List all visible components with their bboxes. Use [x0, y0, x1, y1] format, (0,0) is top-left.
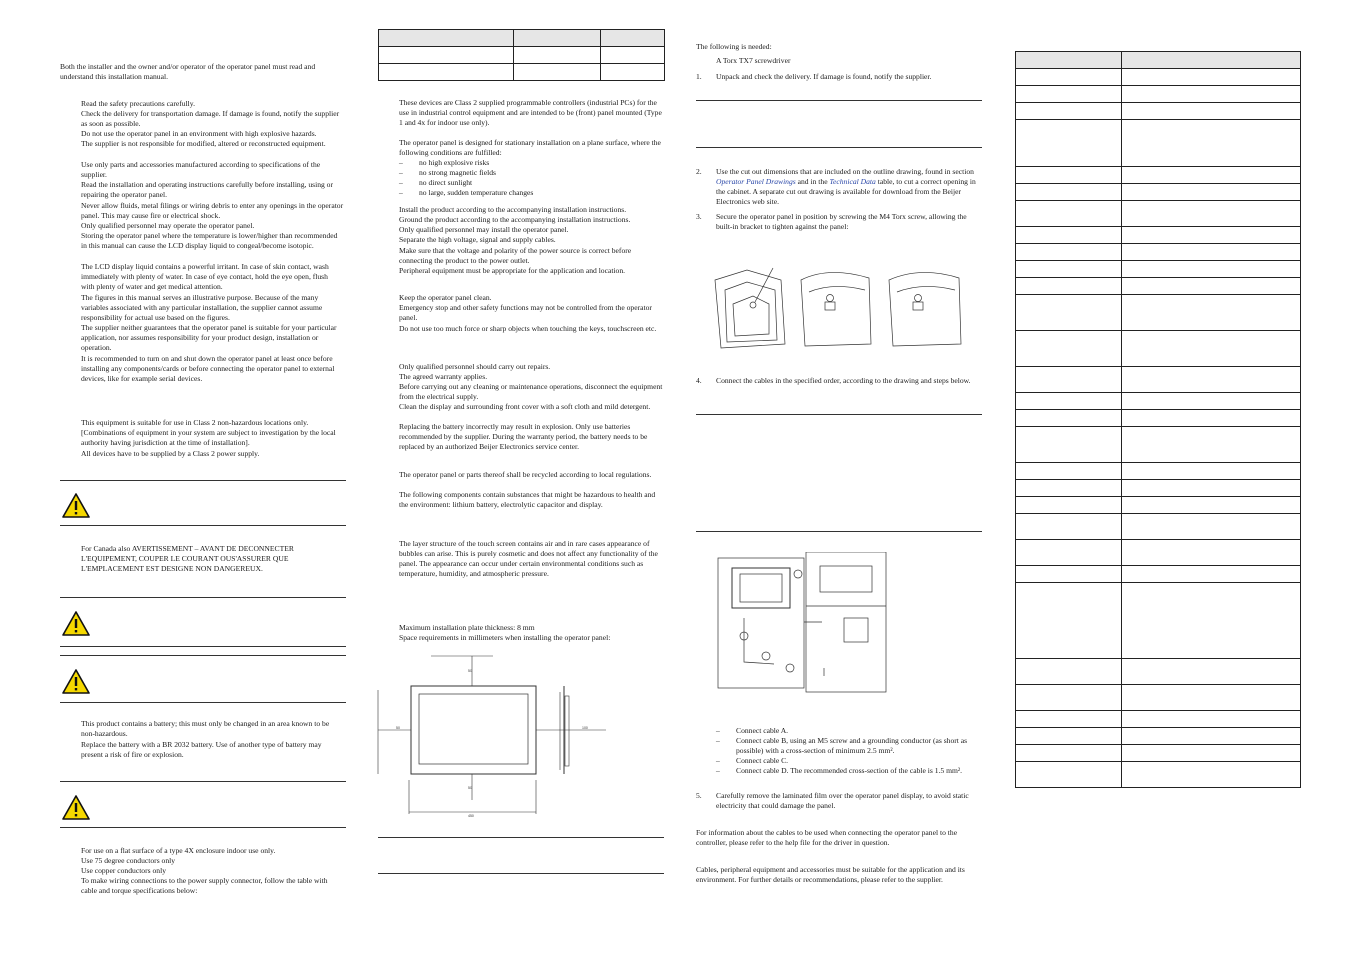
precaution-item: The supplier is not responsible for modified, altered or reconstructed equipment. — [81, 139, 326, 148]
cable-connection-drawing — [714, 552, 890, 694]
battery-text: This product contains a battery; this must only be changed in an area known to be non-hazardous. — [81, 719, 330, 739]
divider — [60, 702, 346, 703]
space-text: Maximum installation plate thickness: 8 mm — [399, 623, 535, 632]
dismantling-text: The following components contain substances that might be hazardous to health and the environment: lithium battery, electrolytic capacitor and display. — [399, 490, 656, 510]
precaution-item: Only qualified personnel may operate the operator panel. — [81, 221, 255, 230]
dim-right-label: 100 — [582, 726, 588, 730]
environment-intro: The operator panel is designed for stationary installation on a plane surface, where the following conditions are fulfilled: — [399, 138, 661, 158]
precaution-item: It is recommended to turn on and shut down the operator panel at least once before installing any components/cards or before connecting the operator panel to external devices, like for example serial devices. — [81, 354, 335, 384]
step-text: Unpack and check the delivery. If damage is found, notify the supplier. — [716, 72, 932, 81]
dim-top-label: 50 — [468, 669, 472, 673]
condition-item: – no large, sudden temperature changes — [399, 188, 533, 198]
precaution-item: Do not use the operator panel in an environment with high explosive hazards. — [81, 129, 317, 138]
battery-text: Replace the battery with a BR 2032 battery. Use of another type of battery may present a risk of fire or explosion. — [81, 740, 322, 760]
divider — [696, 414, 982, 415]
class2-text: This equipment is suitable for use in Class 2 non-hazardous locations only. — [81, 418, 309, 427]
cable-step: – Connect cable A. — [716, 726, 986, 736]
divider — [696, 147, 982, 148]
dim-left-label: 50 — [396, 726, 400, 730]
step-text: Use the cut out dimensions that are included on the outline drawing, found in section Operator Panel Drawings and in the Technical Data table, to cut a correct opening in the cabinet. A separate cut out drawing is available for download from the Beijer Electronics web site. — [716, 167, 976, 207]
divider — [60, 646, 346, 647]
class2-text: [Combinations of equipment in your system are subject to investigation by the local authority having jurisdiction at the time of installation]. — [81, 428, 336, 448]
service-text: Before carrying out any cleaning or maintenance operations, disconnect the equipment from the electrical supply. — [399, 382, 663, 402]
ul-text: Use copper conductors only — [81, 866, 166, 875]
precaution-item: Read the installation and operating instructions carefully before installing, using or repairing the operator panel. — [81, 180, 334, 200]
precaution-item: The supplier neither guarantees that the operator panel is suitable for your particular application, nor assumes responsibility for your product design, installation or operation. — [81, 323, 337, 353]
precaution-item: The LCD display liquid contains a powerful irritant. In case of skin contact, wash immediately with plenty of water. In case of eye contact, hold the eye open, flush with plenty of water and get medical attention. — [81, 262, 329, 292]
divider — [60, 827, 346, 828]
divider — [696, 531, 982, 532]
install-text: Separate the high voltage, signal and supply cables. — [399, 235, 556, 244]
install-text: Peripheral equipment must be appropriate for the application and location. — [399, 266, 626, 275]
precaution-item: Never allow fluids, metal filings or wiring debris to enter any openings in the operator panel. This may cause fire or electrical shock. — [81, 201, 344, 221]
step-number: 1. — [696, 72, 702, 81]
needed-text: The following is needed: — [696, 42, 772, 51]
divider — [696, 100, 982, 101]
operation-text: Emergency stop and other safety functions may not be controlled from the operator panel. — [399, 303, 652, 323]
ul-text: Use 75 degree conductors only — [81, 856, 176, 865]
operation-text: Do not use too much force or sharp objects when touching the keys, touchscreen etc. — [399, 324, 657, 333]
step-number: 5. — [696, 791, 702, 800]
step-number: 4. — [696, 376, 702, 385]
divider — [60, 655, 346, 656]
divider — [60, 597, 346, 598]
cable-steps — [716, 726, 986, 776]
divider — [60, 525, 346, 526]
step-text: Connect the cables in the specified order, according to the drawing and steps below. — [716, 376, 971, 385]
precaution-item: Storing the operator panel where the temperature is lower/higher than recommended in this manual can cause the LCD display liquid to congeal/become isotopic. — [81, 231, 338, 251]
warning-icon — [62, 492, 90, 518]
step-number: 3. — [696, 212, 702, 221]
install-text: Ground the product according to the accompanying installation instructions. — [399, 215, 631, 224]
warning-icon — [62, 794, 90, 820]
environment-conditions — [399, 158, 533, 198]
operator-panel-drawings-link[interactable]: Operator Panel Drawings — [716, 177, 796, 187]
cable-step: – Connect cable C. — [716, 756, 986, 766]
install-text: Only qualified personnel may install the operator panel. — [399, 225, 569, 234]
cable-info-text: For information about the cables to be used when connecting the operator panel to the controller, please refer to the help file for the driver in question. — [696, 828, 958, 848]
technical-data-link[interactable]: Technical Data — [829, 177, 876, 187]
divider — [60, 781, 346, 782]
ul-text: To make wiring connections to the power supply connector, follow the table with cable and torque specifications below: — [81, 876, 328, 896]
service-text: Replacing the battery incorrectly may result in explosion. Only use batteries recommended by the supplier. During the warranty period, the battery needs to be replaced by an authorized Beijer Electronics service center. — [399, 422, 648, 452]
service-text: Only qualified personnel should carry out repairs. — [399, 362, 551, 371]
suitability-text: Cables, peripheral equipment and accessories must be suitable for the application and its environment. For further details or recommendations, please refer to the supplier. — [696, 865, 965, 885]
condition-item: – no direct sunlight — [399, 178, 533, 188]
precaution-item: Read the safety precautions carefully. — [81, 99, 195, 108]
ul-text: For use on a flat surface of a type 4X enclosure indoor use only. — [81, 846, 276, 855]
divider — [378, 873, 664, 874]
dim-bottom-label: 50 — [468, 786, 472, 790]
condition-item: – no high explosive risks — [399, 158, 533, 168]
warning-icon — [62, 610, 90, 636]
class2-devices-text: These devices are Class 2 supplied programmable controllers (industrial PCs) for the use in industrial control equipment and are intended to be (front) panel mounted (Type 1 and 4x for indoor use only). — [399, 98, 662, 128]
condition-item: – no strong magnetic fields — [399, 168, 533, 178]
step-text: Secure the operator panel in position by screwing the M4 Torx screw, allowing the built-in bracket to tighten against the panel: — [716, 212, 967, 232]
precaution-item: Use only parts and accessories manufactured according to specifications of the supplier. — [81, 160, 321, 180]
mounting-bracket-drawing — [713, 264, 975, 356]
cable-step: – Connect cable D. The recommended cross-section of the cable is 1.5 mm². — [716, 766, 986, 776]
divider — [60, 480, 346, 481]
dim-width-label: 450 — [468, 814, 474, 818]
dismantling-text: The operator panel or parts thereof shall be recycled according to local regulations. — [399, 470, 652, 479]
install-text: Make sure that the voltage and polarity of the power source is correct before connecting the product to the power outlet. — [399, 246, 632, 266]
divider — [378, 837, 664, 838]
service-text: The agreed warranty applies. — [399, 372, 488, 381]
torque-table — [378, 29, 665, 81]
class2-text: All devices have to be supplied by a Class 2 power supply. — [81, 449, 260, 458]
warning-icon — [62, 668, 90, 694]
install-text: Install the product according to the accompanying installation instructions. — [399, 205, 627, 214]
space-text: Space requirements in millimeters when installing the operator panel: — [399, 633, 611, 642]
tool-text: A Torx TX7 screwdriver — [716, 56, 791, 65]
step-number: 2. — [696, 167, 702, 176]
operation-text: Keep the operator panel clean. — [399, 293, 492, 302]
cable-step: – Connect cable B, using an M5 screw and a grounding conductor (as short as possible) with a cross-section of minimum 2.5 mm². — [716, 736, 986, 756]
intro-text: Both the installer and the owner and/or operator of the operator panel must read and understand this installation manual. — [60, 62, 316, 82]
precaution-item: The figures in this manual serves an illustrative purpose. Because of the many variables associated with any particular installation, the supplier cannot assume responsibility for actual use based on the figures. — [81, 293, 323, 323]
technical-data-table — [1015, 51, 1301, 788]
service-text: Clean the display and surrounding front cover with a soft cloth and mild detergent. — [399, 402, 651, 411]
canada-warning: For Canada also AVERTISSEMENT – AVANT DE DECONNECTER L'EQUIPEMENT, COUPER LE COURANT OUS'ASSURER QUE L'EMPLACEMENT EST DESIGNE NON DANGEREUX. — [81, 544, 294, 574]
precaution-item: Check the delivery for transportation damage. If damage is found, notify the supplier as soon as possible. — [81, 109, 340, 129]
space-requirements-drawing — [376, 652, 606, 818]
step-text: Carefully remove the laminated film over the operator panel display, to avoid static electricity that could damage the panel. — [716, 791, 969, 811]
touchscreen-text: The layer structure of the touch screen contains air and in rare cases appearance of bubbles can arise. This is purely cosmetic and does not affect any functionality of the panel. The appearance can occur under certain environmental conditions such as temperature, humidity, and atmospheric pressure. — [399, 539, 658, 579]
